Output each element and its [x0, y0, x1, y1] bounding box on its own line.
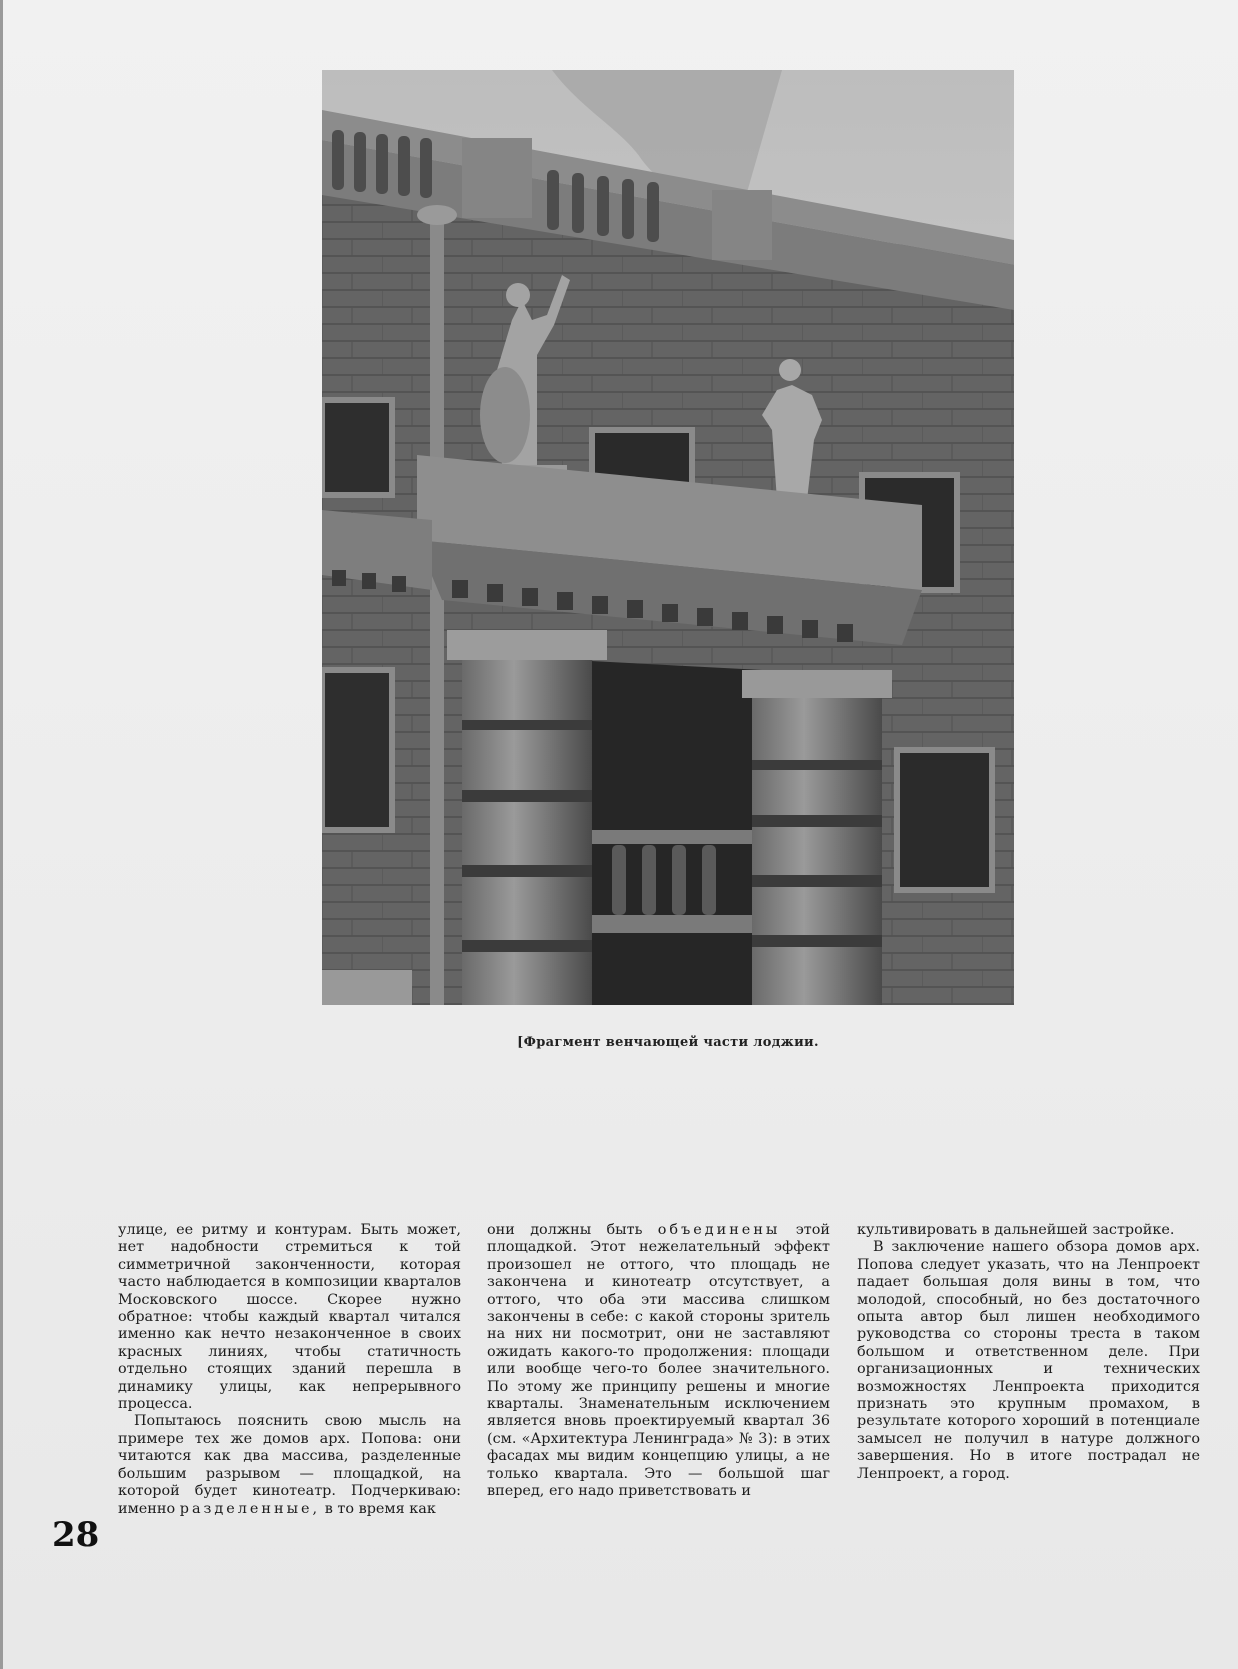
photo-caption: [Фрагмент венчающей части лоджии. [517, 1035, 819, 1050]
text-run: этой площадкой. Этот нежелательный эффект произошел не оттого, что площадь не закончена и кинотеатр отсутствует, а оттого, что оба эти массива слишком закончены в себе: с какой стороны зритель на них ни посмотрит, они не заставляют ожидать какого-то продолжения: площади или вообще чего-то более значительного. По этому же принципу решены и многие кварталы. Знаменательным исключением является вновь проектируемый квартал 36 (см. «Архитектура Ленинграда» № 3): в этих фасадах мы видим концепцию улицы, а не только квартала. Это — большой шаг вперед, его надо приветствовать и [487, 1222, 831, 1500]
emphasized-word: объединены [657, 1222, 781, 1238]
loggia-photo-illustration [322, 70, 1014, 1005]
page-number: 28 [52, 1515, 100, 1555]
paragraph: В заключение нашего обзора домов арх. Попова следует указать, что на Ленпроект падает большая доля вины в том, что молодой, способный, но без достаточного опыта автор был лишен необходимого руководства со стороны треста в таком большом и ответственном деле. При организационных и технических возможностях Ленпроекта приходится признать это крупным промахом, в результате которого хороший в потенциале замысел не получил в натуре должного завершения. Но в итоге пострадал не Ленпроект, а город. [857, 1239, 1200, 1482]
paragraph: улице, ее ритму и контурам. Быть может, нет надобности стремиться к той симметричной законченности, которая часто наблюдается в композиции кварталов Московского шоссе. Скорее нужно обратное: чтобы каждый квартал читался именно как нечто незаконченное в своих красных линиях, чтобы статичность отдельно стоящих зданий перешла в динамику улицы, как непрерывного процесса. [118, 1222, 461, 1413]
text-column-3 [857, 1222, 1200, 1483]
page-edge [0, 0, 3, 1669]
paragraph [118, 1413, 461, 1517]
architecture-photo [322, 70, 1014, 1005]
emphasized-word: разделенные, [179, 1500, 321, 1517]
text-run: в то время как [324, 1500, 436, 1517]
paragraph: культивировать в дальнейшей застройке. [857, 1222, 1175, 1238]
text-column-1 [118, 1222, 461, 1518]
text-run: Попытаюсь пояснить свою мысль на примере тех же домов арх. Попова: они читаются как два массива, разделенные большим разрывом — площадкой, на которой будет кинотеатр. Подчеркиваю: именно [118, 1413, 461, 1517]
paragraph [487, 1222, 830, 1501]
text-run: они должны быть [487, 1222, 643, 1238]
text-column-2 [487, 1222, 830, 1501]
